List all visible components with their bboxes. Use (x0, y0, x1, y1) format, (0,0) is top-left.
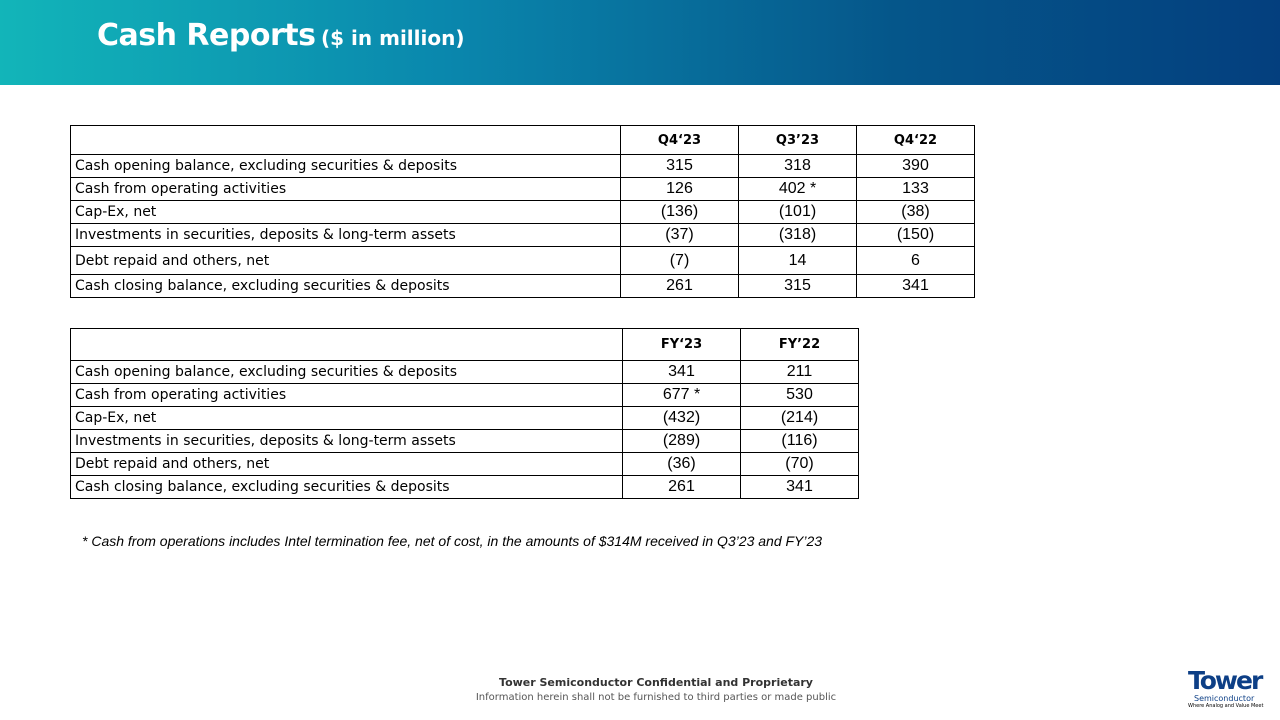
cell-value: 318 (739, 155, 857, 178)
page-title-units: ($ in million) (321, 26, 465, 50)
row-label: Cash closing balance, excluding securities & deposits (71, 476, 623, 499)
row-label: Cash opening balance, excluding securities & deposits (71, 361, 623, 384)
cell-value: 211 (741, 361, 859, 384)
cell-value: (7) (621, 247, 739, 275)
cell-value: 677 * (623, 384, 741, 407)
quarterly-cash-table (70, 125, 975, 298)
cell-value: 261 (623, 476, 741, 499)
header-blank-cell (71, 329, 623, 361)
cell-value: 402 * (739, 178, 857, 201)
column-header: Q4‘23 (621, 126, 739, 155)
row-label: Cash closing balance, excluding securities & deposits (71, 275, 621, 298)
table-row (71, 201, 975, 224)
row-label: Cap-Ex, net (71, 201, 621, 224)
table-row (71, 178, 975, 201)
table-row (71, 247, 975, 275)
cell-value: (289) (623, 430, 741, 453)
cell-value: (36) (623, 453, 741, 476)
annual-cash-table (70, 328, 859, 499)
cell-value: (150) (857, 224, 975, 247)
cell-value: (116) (741, 430, 859, 453)
cell-value: 530 (741, 384, 859, 407)
table-row (71, 407, 859, 430)
cell-value: 341 (741, 476, 859, 499)
cell-value: 315 (739, 275, 857, 298)
cell-value: 14 (739, 247, 857, 275)
column-header: Q4‘22 (857, 126, 975, 155)
cell-value: (318) (739, 224, 857, 247)
cell-value: (214) (741, 407, 859, 430)
table-row (71, 361, 859, 384)
row-label: Cap-Ex, net (71, 407, 623, 430)
cell-value: 6 (857, 247, 975, 275)
cell-value: 126 (621, 178, 739, 201)
table-row (71, 453, 859, 476)
cell-value: (101) (739, 201, 857, 224)
cell-value: (432) (623, 407, 741, 430)
table-header-row (71, 126, 975, 155)
row-label: Debt repaid and others, net (71, 247, 621, 275)
row-label: Debt repaid and others, net (71, 453, 623, 476)
company-logo (1188, 668, 1268, 710)
cell-value: (136) (621, 201, 739, 224)
row-label: Cash from operating activities (71, 384, 623, 407)
column-header: Q3’23 (739, 126, 857, 155)
confidentiality-notice (0, 676, 1280, 703)
confidential-label: Tower Semiconductor Confidential and Proprietary (499, 676, 813, 689)
logo-tagline: Where Analog and Value Meet (1188, 703, 1264, 709)
cell-value: (70) (741, 453, 859, 476)
row-label: Investments in securities, deposits & long-term assets (71, 430, 623, 453)
cell-value: 341 (623, 361, 741, 384)
table-header-row (71, 329, 859, 361)
cell-value: (38) (857, 201, 975, 224)
cell-value: 315 (621, 155, 739, 178)
footnote: * Cash from operations includes Intel termination fee, net of cost, in the amounts of $314M received in Q3’23 and FY’23 (82, 533, 823, 549)
table-row (71, 430, 859, 453)
logo-subname: Semiconductor (1194, 694, 1255, 703)
cell-value: 390 (857, 155, 975, 178)
row-label: Investments in securities, deposits & long-term assets (71, 224, 621, 247)
logo-wordmark: Tower (1188, 666, 1262, 695)
table-row (71, 155, 975, 178)
column-header: FY’22 (741, 329, 859, 361)
table-row (71, 384, 859, 407)
cell-value: 133 (857, 178, 975, 201)
header-blank-cell (71, 126, 621, 155)
page-title (97, 18, 465, 53)
row-label: Cash opening balance, excluding securities & deposits (71, 155, 621, 178)
disclaimer-text: Information herein shall not be furnished to third parties or made public (475, 692, 837, 703)
cell-value: 261 (621, 275, 739, 298)
table-row (71, 275, 975, 298)
table-row (71, 224, 975, 247)
cell-value: (37) (621, 224, 739, 247)
row-label: Cash from operating activities (71, 178, 621, 201)
table-row (71, 476, 859, 499)
column-header: FY‘23 (623, 329, 741, 361)
cell-value: 341 (857, 275, 975, 298)
page-title-text: Cash Reports (97, 18, 316, 53)
